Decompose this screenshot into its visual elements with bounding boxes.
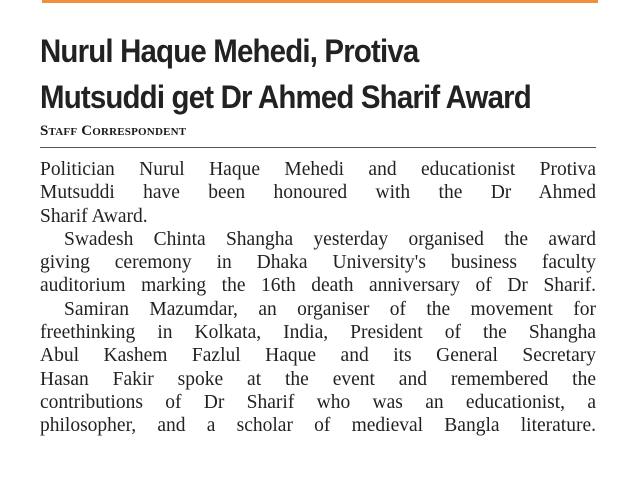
body-line: Hasan Fakir spoke at the event and remembered the <box>40 368 596 390</box>
paragraph-3 <box>40 298 596 438</box>
article <box>40 28 596 438</box>
body-line: Abul Kashem Fazlul Haque and its General Secretary <box>40 345 596 367</box>
body-line: philosopher, and a scholar of medieval Bangla literature. <box>40 415 596 437</box>
body-line: Politician Nurul Haque Mehedi and educationist Protiva <box>40 159 596 180</box>
body-line: giving ceremony in Dhaka University's business faculty <box>40 252 596 274</box>
top-accent-rule <box>42 0 598 3</box>
body-line: Sharif Award. <box>40 205 148 227</box>
body-line: contributions of Dr Sharif who was an educationist, a <box>40 391 596 413</box>
headline-line-1: Nurul Haque Mehedi, Protiva <box>40 33 419 69</box>
article-body <box>40 158 596 438</box>
byline-divider <box>40 147 596 148</box>
body-line: Samiran Mazumdar, an organiser of the movement for <box>64 298 596 320</box>
body-line: Mutsuddi have been honoured with the Dr Ahmed <box>40 182 596 204</box>
paragraph-1 <box>40 158 596 228</box>
byline: Staff Correspondent <box>40 123 187 139</box>
body-line: auditorium marking the 16th death anniversary of Dr Sharif. <box>40 275 596 297</box>
body-line: freethinking in Kolkata, India, President of the Shangha <box>40 322 596 344</box>
headline <box>40 28 552 120</box>
body-line: Swadesh Chinta Shangha yesterday organised the award <box>64 228 596 250</box>
paragraph-2 <box>40 228 596 298</box>
headline-line-2: Mutsuddi get Dr Ahmed Sharif Award <box>40 79 531 115</box>
